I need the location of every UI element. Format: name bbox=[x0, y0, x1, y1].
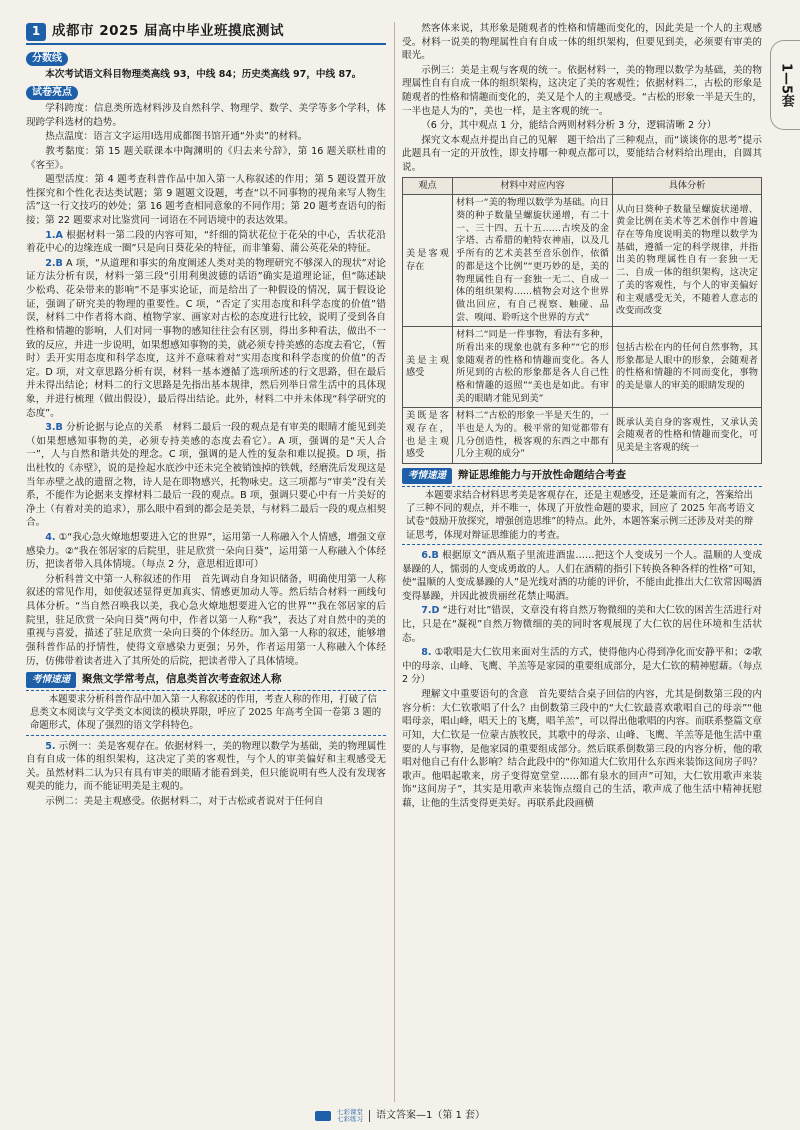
left-column bbox=[26, 22, 386, 1102]
answer-item bbox=[402, 604, 762, 645]
table-row bbox=[403, 195, 762, 327]
table-cell-analysis: 从向日葵种子数量呈螺旋状递增、黄金比例在美术等艺术创作中普遍存在等角度说明美的物理以数学为基础，遵循一定的科学规律，并指出美的物理属性自有一套独一无二、自成一体的组织架构，这决定了美的客观性，与个人的审美偏好和主观感受无关，不随着人意志的改变而改变 bbox=[613, 195, 762, 327]
left-answers bbox=[26, 229, 386, 669]
scores-text: 本次考试语文科目物理类高线 93，中线 84；历史类高线 97，中线 87。 bbox=[45, 69, 362, 81]
column-divider bbox=[394, 22, 395, 1102]
box1-tag: 考情速递 bbox=[26, 672, 76, 687]
box1-head bbox=[26, 672, 386, 687]
title-bar bbox=[26, 22, 386, 45]
highlights-list bbox=[26, 102, 386, 227]
box2-body: 本题要求结合材料思考美是客观存在，还是主观感受，还是兼而有之，答案给出了三种不同的观点，并不唯一，体现了开放性命题的要求，回应了 2025 年高考语文试卷“鼓励开放探究，增强创造思维”的特点。此外，本题答案示例三还涉及对美的辩证思考，体现对辩证思维能力的考查。 bbox=[402, 486, 762, 545]
table-cell-content: 材料二“同是一件事物，看法有多种，所看出来的现象也就有多种”“它的形象随观者的性格和情趣而变化。各人所见到的古松的形象都是各人自己性格和情趣的返照”“美也是如此。有审美的眼睛才能见到美” bbox=[453, 327, 613, 408]
answer-number: 5. bbox=[45, 740, 56, 752]
footer-divider bbox=[369, 1110, 370, 1122]
answer-text: 分析科普文中第一人称叙述的作用 首先调动自身知识储备，明确使用第一人称叙述的常见作用，如使叙述显得更加真实、情感更加动人等。然后结合材料一画线句具体分析。“当自然召唤我以美，我心急火燎地想要进入它的世界”“我在邻居家的后院里，驻足欣赏一朵向日葵”两句中，作者以第一人称“我”，表达了对自然中的美的重视与喜爱，描述了驻足欣赏一朵向日葵的个体经历。加入第一人称的叙述，能够增强科普作品的抒情性，使得文章感染力更强；另外，作者运用第一人称融入个体经历，仿佛带着读者进入了其所处的后院，把读者带入了具体情境。 bbox=[26, 573, 386, 667]
brand-line-2: 七彩练习 bbox=[336, 1115, 363, 1124]
explanation-paragraph: 然客体来说，其形象是随观者的性格和情趣而变化的，因此美是一个人的主观感受。材料一说美的物理属性自有自成一体的组织架构，但要见到美，必须要有审美的眼光。 bbox=[402, 23, 762, 62]
table-body bbox=[403, 195, 762, 464]
answer-text: 分析论据与论点的关系 材料二最后一段的观点是有审美的眼睛才能见到美（如果想感知事物的美，必须专持美感的态度去看它）。A 项，强调的是“天人合一”，人与自然和谐共处的理念。C 项，强调的是人性的复杂和难以捉摸。D 项，指出杜牧的《赤壁》，说的是捡起水底沙中还未完全被销蚀掉的铁戟，经磨洗后发现这是当年赤壁之战的遗留之物，诗人是在即物感兴，托物咏史。这三项都与“审美”没有关系，不能作为论据来支撑材料二最后一段的观点。B 项，强调只要心中有一片美好的净土（有着对美的追求），那么眼中看到的都会是美景，与材料二最后一段的观点相契合。 bbox=[26, 422, 386, 529]
answer-item bbox=[26, 573, 386, 668]
right-column bbox=[402, 22, 762, 1102]
answer-text: A 项，“从道理和事实的角度阐述人类对美的物理研究不够深入的现状”对论证方法分析有误，材料一第三段“引用利奥波德的话语”确实是道理论证，但“陈述缺少松鸡、花朵带来的影响”不是事实论证，而是给出了一种假设的情况，属于假设论证，强调了研究美的物理的重要性。C 项，“否定了实用态度和科学态度的价值”错误，材料二中作者将木商、植物学家、画家对古松的态度进行比较，说明了受到各自性格和情趣的影响，人们对同一事物的感知往往会有区别，得出多种看法，做出不一致的反应，并进一步说明，如果想感知事物的美，就必须专持美感的态度去看它，（暂时）丢开实用态度和科学态度，这并不意味着对“实用态度和科学态度的价值”的否定。D 项，对文章思路分析有误，材料一基本遵循了选项所述的行文思路，但在最后并未得出结论；材料二的行文思路是先指出基本规律，然后列举日常生活中的具体现象，并进行梳理（做出假设），最后得出结论。此外，材料二中并未体现“科学研究的态度”。 bbox=[26, 257, 386, 419]
right-intro bbox=[402, 22, 762, 175]
answer-item bbox=[402, 688, 762, 810]
answer-item bbox=[26, 421, 386, 530]
answer-item bbox=[26, 531, 386, 572]
page bbox=[26, 22, 766, 1102]
answer-item bbox=[26, 795, 386, 809]
table-cell-content: 材料二“古松的形象一半是天生的，一半也是人为的。极平常的知觉都带有几分创造性，极客观的东西之中都有几分主观的成分” bbox=[453, 408, 613, 464]
answer-text: 根据原文“酒从瓶子里流进酒盅……把这个人变成另一个人。温顺的人变成暴躁的人，懦弱的人变成勇敢的人。人们在酒精的指引下转换各种各样的性格”可知，使“温顺的人变成暴躁的人”是光线对酒的功能的评价，不能由此推出大仁钦常因喝酒变得暴躁，并因此被贵丽丝花禁止喝酒。 bbox=[402, 550, 762, 602]
answer-number: 8. bbox=[421, 647, 432, 659]
table-row bbox=[403, 327, 762, 408]
box2-title: 辩证思维能力与开放性命题结合考查 bbox=[458, 469, 627, 482]
scores-tag: 分数线 bbox=[26, 52, 68, 66]
set-number-badge: 1 bbox=[26, 23, 46, 41]
table-cell-view: 美是主观感受 bbox=[403, 327, 453, 408]
publisher-brand bbox=[337, 1109, 363, 1123]
box2-tag: 考情速递 bbox=[402, 468, 452, 483]
table-cell-content: 材料一“美的物理以数学为基础。向日葵的种子数量呈螺旋状递增，有二十一、三十四、五十五……古埃及的金字塔、古希腊的帕特农神庙，以及几乎所有的艺术美甚至音乐创作，依循的都是这个比例”“更巧妙的是，美的物理属性自有一套独一无二、自成一体的组织架构……植物会对这个世界做出回应，有自己视察、触碰、品尝、嗅闻、聆听这个世界的方式” bbox=[453, 195, 613, 327]
highlight-item: 学科跨度：信息类所选材料涉及自然科学、物理学、数学、美学等多个学科，体现跨学科选材的趋势。 bbox=[26, 103, 386, 128]
views-table bbox=[402, 177, 762, 464]
explanation-paragraph: 探究文本观点并提出自己的见解 题干给出了三种观点，而“谈谈你的思考”提示此题具有一定的开放性，即支持哪一种观点都可以，要能结合材料给出理由，自圆其说。 bbox=[402, 134, 762, 174]
answer-text: ①“我心急火燎地想要进入它的世界”，运用第一人称融入个人情感，增强文章感染力。②“我在邻居家的后院里，驻足欣赏一朵向日葵”，运用第一人称融入个体经历，把读者带入具体情境。（每点 2 分，意思相近即可） bbox=[26, 532, 386, 571]
answer-item bbox=[26, 740, 386, 794]
right-answers bbox=[402, 549, 762, 811]
table-header-content: 材料中对应内容 bbox=[453, 177, 613, 195]
highlights-tag: 试卷亮点 bbox=[26, 86, 78, 100]
table-cell-view: 美是客观存在 bbox=[403, 195, 453, 327]
table-cell-analysis: 既承认美自身的客观性，又承认美会随观者的性格和情趣而变化，可见美是主客观的统一 bbox=[613, 408, 762, 464]
answer-text: 理解文中重要语句的含意 首先要结合桌子回信的内容，尤其是倒数第三段的内容分析：大仁钦歌唱了什么？由倒数第三段中的“大仁钦最喜欢歌唱自己的母亲”“他唱母亲，唱山峰，唱天上的飞鹰，唱羊羔”，可以得出他歌唱的内容。而联系整篇文章可知，大仁钦是一位蒙古族牧民，其歌中的母亲、山峰、飞鹰、羊羔等是他生活中重要的人与事物，是他家园的重要组成部分。然后联系倒数第三段的内容分析，他的歌唱对他自己有什么影响？结合此段中的“你知道大仁钦用什么东西来装饰这间房子吗？歌声。他唱起歌来，房子变得宽堂堂……都有泉水的回声”可知，大仁钦用歌声来装饰“这间房子”，其实是用歌声来装饰点缀自己的生活，歌声成了他生活中精神抚慰藉，让他的生活变得更美好。再联系此段画横 bbox=[402, 689, 762, 809]
section-side-tab: 1—5套 bbox=[770, 40, 800, 130]
table-cell-analysis: 包括古松在内的任何自然事物，其形象都是人眼中的形象，会随观者的性格和情趣的不同而变化，事物的美是靠人的审美的眼睛发现的 bbox=[613, 327, 762, 408]
publisher-logo-icon bbox=[315, 1111, 331, 1121]
footer-page-label: 语文答案—1（第 1 套） bbox=[375, 1110, 486, 1122]
answer-number: 7.D bbox=[421, 605, 440, 617]
footer bbox=[0, 1109, 800, 1123]
highlight-item: 题型活度：第 4 题考查科普作品中加入第一人称叙述的作用；第 5 题设置开放性探究和个性化表达类试题；第 9 题题文设题，考查“以不同事物的视角来写人物生活”这一行文技巧的妙处；第 16 题考查相同意象的不同作用；第 20 题考查语句的衔接；第 22 题要求对比鉴赏同一词语在不同语境中的表达效果。 bbox=[26, 174, 386, 227]
answer-number: 6.B bbox=[421, 550, 439, 561]
answer-text: 示例一：美是客观存在。依据材料一，美的物理以数学为基础，美的物理属性自有自成一体的组织架构，这决定了美的客观性，与个人的审美偏好和主观感受无关。虽然材料二认为只有具有审美的眼睛才能看到美，但只能说明有些人没有发现客观美的能力，而不能证明美是主观的。 bbox=[26, 740, 386, 793]
answer-number: 4. bbox=[45, 532, 56, 544]
answer-item bbox=[402, 549, 762, 603]
answer-item bbox=[26, 257, 386, 420]
answer-number: 3.B bbox=[45, 422, 63, 434]
answer-number: 2.B bbox=[45, 257, 63, 269]
table-row bbox=[403, 408, 762, 464]
answer-item bbox=[402, 646, 762, 687]
table-cell-view: 美既是客观存在，也是主观感受 bbox=[403, 408, 453, 464]
explanation-paragraph: 示例三：美是主观与客观的统一。依据材料一，美的物理以数学为基础，美的物理属性自有自成一体的组织架构，这决定了美的客观性；依据材料二，古松的形象是随观者的性格和情趣而变化的，美又是个人的主观感受。“古松的形象一半是天生的，一半也是人为的”，美也一样，是主客观的统一。 bbox=[402, 64, 762, 117]
page-title: 成都市 2025 届高中毕业班摸底测试 bbox=[52, 23, 284, 39]
box1-body: 本题要求分析科普作品中加入第一人称叙述的作用，考查人称的作用，打破了信息类文本阅读与文学类文本阅读的模块界限，呼应了 2025 年高考全国一卷第 3 题的命题形式，体现了强烈的语文学科特色。 bbox=[26, 690, 386, 736]
box1-title: 聚焦文学常考点，信息类首次考查叙述人称 bbox=[82, 673, 282, 686]
table-header-analysis: 具体分析 bbox=[613, 177, 762, 195]
answer-text: 根据材料一第二段的内容可知，“纤细的筒状花位于花朵的中心，舌状花沿着花中心的边缘连成一圈”只是向日葵花朵的特征，而非雏菊、蒲公英花朵的特征。 bbox=[26, 229, 386, 255]
highlight-item: 热点温度：语言文字运用Ⅰ选用成都图书馆开通“外卖”的材料。 bbox=[45, 131, 308, 143]
brand-line-1: 七彩课堂 bbox=[336, 1108, 363, 1116]
answer-number: 1.A bbox=[45, 229, 63, 241]
answer-item bbox=[26, 229, 386, 256]
left-tail bbox=[26, 740, 386, 809]
explanation-paragraph: （6 分，其中观点 1 分，能结合两则材料分析 3 分，逻辑清晰 2 分） bbox=[421, 120, 717, 132]
answer-text: 示例二：美是主观感受。依据材料二，对于古松或者说对于任何自 bbox=[45, 796, 324, 808]
highlight-item: 教考黏度：第 15 题关联课本中陶渊明的《归去来兮辞》，第 16 题关联杜甫的《客至》。 bbox=[26, 145, 386, 171]
answer-text: ①歌唱是大仁钦用来面对生活的方式，使得他内心得到净化而安静平和；②歌中的母亲、山峰、飞鹰、羊羔等是家园的重要组成部分，是大仁钦的精神慰藉。（每点 2 分） bbox=[402, 647, 762, 686]
table-header-view: 观点 bbox=[403, 177, 453, 195]
box2-head bbox=[402, 468, 762, 483]
answer-text: “进行对比”错误，文章没有将自然万物微细的美和大仁钦的困苦生活进行对比，只是在“凝视”自然万物微细的美的同时客观展现了大仁钦的居住环境和生活状态。 bbox=[402, 605, 762, 644]
